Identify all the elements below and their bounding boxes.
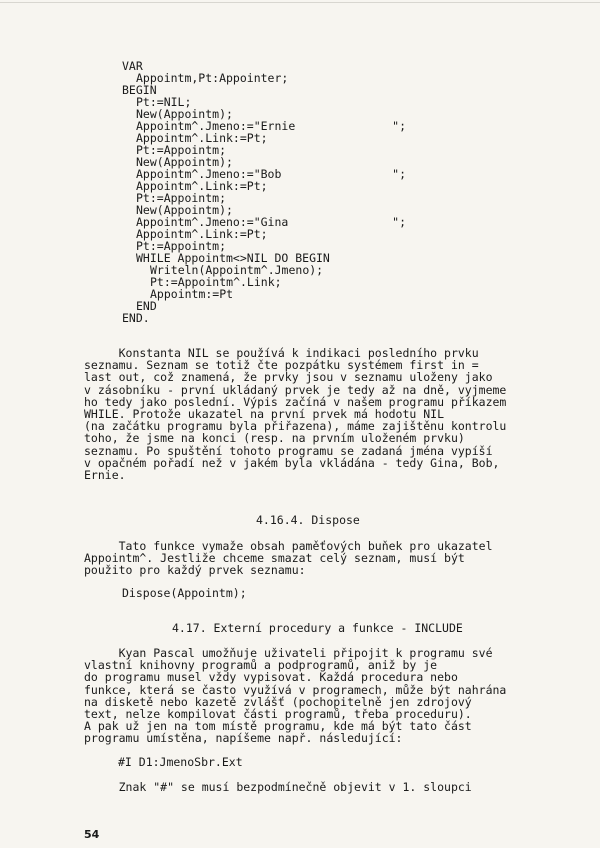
text-line: funkce, která se často využívá v programech, může být nahrána — [84, 682, 507, 697]
code-line: Writeln(Appointm^.Jmeno); — [150, 263, 324, 277]
text-line: ho tedy jako poslední. Výpis začíná v našem programu příkazem — [84, 394, 507, 409]
code-line: BEGIN — [122, 83, 157, 97]
code-line: Appointm^.Link:=Pt; — [136, 179, 268, 193]
code-line: New(Appointm); — [136, 155, 233, 169]
code-line: Appointm^.Link:=Pt; — [136, 131, 268, 145]
code-dispose: Dispose(Appointm); — [122, 586, 247, 600]
text-line: seznamu. Po spuštění tohoto programu se zadaná jména vypíší — [84, 443, 493, 458]
code-line: Pt:=NIL; — [136, 95, 192, 109]
code-line: Pt:=Appointm; — [136, 143, 227, 157]
text-line: Kyan Pascal umožňuje uživateli připojit k programu své — [84, 646, 493, 660]
text-line: na disketě nebo kazetě zvlášť (pochopitelně jen zdrojový — [84, 694, 472, 709]
code-line: END — [136, 299, 157, 313]
code-line: Appointm^.Link:=Pt; — [136, 227, 268, 241]
code-line: New(Appointm); — [136, 107, 233, 121]
top-rule — [0, 2, 600, 3]
text-line: A pak už jen na tom místě programu, kde má být tato část — [84, 719, 472, 734]
code-line: WHILE Appointm<>NIL DO BEGIN — [136, 251, 330, 265]
code-line: Appointm,Pt:Appointer; — [136, 71, 289, 85]
code-line: Appointm:=Pt — [150, 287, 234, 301]
paragraph-last: Znak "#" se musí bezpodmínečně objevit v 1. sloupci — [84, 780, 472, 794]
code-line: Appointm^.Jmeno:="Bob "; — [136, 167, 407, 181]
text-line: v opačném pořadí než v jakém byla vkládána - tedy Gina, Bob, — [84, 455, 500, 470]
code-line: Pt:=Appointm; — [136, 239, 227, 253]
text-line: do programu musel vždy vypisovat. Každá procedura nebo — [84, 670, 458, 685]
heading-dispose: 4.16.4. Dispose — [256, 513, 360, 527]
page-number: 54 — [84, 828, 100, 841]
text-line: (na začátku programu byla přiřazena), máme zajištěnu kontrolu — [84, 419, 507, 434]
code-line: Appointm^.Jmeno:="Ernie "; — [136, 119, 407, 133]
code-line: VAR — [122, 59, 143, 73]
text-line: programu umístěna, napíšeme např. následující: — [84, 731, 403, 746]
code-line: Pt:=Appointm^.Link; — [150, 275, 282, 289]
text-line: last out, což znamená, že prvky jsou v seznamu uloženy jako — [84, 370, 493, 385]
code-line: Appointm^.Jmeno:="Gina "; — [136, 215, 407, 229]
heading-include: 4.17. Externí procedury a funkce - INCLUDE — [172, 621, 463, 635]
code-line: New(Appointm); — [136, 203, 233, 217]
text-line: Ernie. — [84, 468, 126, 482]
text-line: Appointm^. Jestliže chceme smazat celý seznam, musí být — [84, 551, 465, 565]
text-line: WHILE. Protože ukazatel na první prvek má hodotu NIL — [84, 407, 445, 421]
text-line: v zásobníku - první ukládaný prvek je tedy až na dně, vyjmeme — [84, 382, 507, 397]
text-line: toho, že jsme na konci (resp. na prvním uloženém prvku) — [84, 431, 465, 446]
text-line: vlastní knihovny programů a podprogramů, aniž by je — [84, 658, 438, 673]
text-line: použito pro každý prvek seznamu: — [84, 563, 306, 577]
text-line: text, nelze kompilovat části programů, třeba proceduru). — [84, 707, 472, 721]
text-line: seznamu. Seznam se totiž čte pozpátku systémem first in = — [84, 358, 479, 373]
text-line: Tato funkce vymaže obsah paměťových buňek pro ukazatel — [84, 539, 493, 553]
code-line: END. — [122, 311, 150, 325]
code-include: #I D1:JmenoSbr.Ext — [118, 755, 243, 769]
text-line: Konstanta NIL se používá k indikaci posledního prvku — [84, 346, 479, 360]
code-line: Pt:=Appointm; — [136, 191, 227, 205]
